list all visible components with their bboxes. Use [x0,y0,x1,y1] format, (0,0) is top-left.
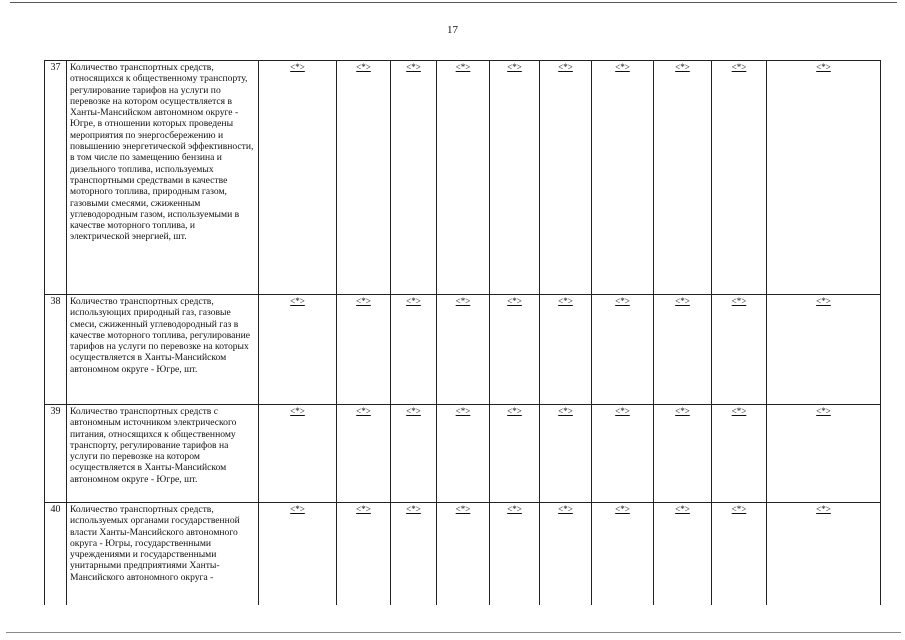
row-number: 40 [45,503,67,605]
value-cell [767,503,881,605]
value-cell [540,61,592,295]
footnote-marker: <*> [675,62,690,72]
value-cell [337,61,391,295]
value-cell [337,503,391,605]
footnote-marker: <*> [558,296,573,306]
footnote-marker: <*> [290,296,305,306]
footnote-marker: <*> [455,406,471,416]
indicators-table [44,60,881,605]
footnote-marker: <*> [558,62,573,72]
footnote-marker: <*> [406,504,421,514]
footnote-marker: <*> [455,504,471,514]
footnote-marker: <*> [406,296,421,306]
value-cell [437,405,490,503]
footnote-marker: <*> [290,406,305,416]
value-cell [767,405,881,503]
value-cell [259,503,337,605]
value-cell [712,405,767,503]
value-cell [654,61,712,295]
footnote-marker: <*> [615,296,630,306]
value-cell [490,405,540,503]
value-cell [654,295,712,405]
value-cell [437,295,490,405]
footnote-marker: <*> [290,62,305,72]
footnote-marker: <*> [406,62,421,72]
value-cell [259,61,337,295]
value-cell [259,295,337,405]
row-description: Количество транспортных средств с автономным источником электрического питания, относящихся к общественному транспорту, регулирование тарифов на услуги по перевозке на котором осуществляется в Ханты-Мансийском автономном округе - Югре, шт. [67,405,259,503]
footnote-marker: <*> [675,296,690,306]
value-cell [654,405,712,503]
value-cell [712,61,767,295]
footnote-marker: <*> [731,406,747,416]
value-cell [490,61,540,295]
value-cell [592,503,654,605]
footnote-marker: <*> [507,296,522,306]
footnote-marker: <*> [507,504,522,514]
value-cell [767,295,881,405]
value-cell [391,295,437,405]
table-row [45,503,881,605]
value-cell [391,503,437,605]
value-cell [490,503,540,605]
value-cell [592,405,654,503]
value-cell [391,61,437,295]
value-cell [540,295,592,405]
top-edge-line [10,2,897,3]
footnote-marker: <*> [356,62,371,72]
footnote-marker: <*> [356,406,371,416]
page-number: 17 [447,24,458,36]
footnote-marker: <*> [356,504,371,514]
row-description: Количество транспортных средств, используемых органами государственной власти Ханты-Мансийского автономного округа - Югры, государственными учреждениями и государственными унитарными предприятиями Ханты-Мансийского автономного округа - [67,503,259,605]
table-row [45,61,881,295]
footnote-marker: <*> [507,406,522,416]
value-cell [437,61,490,295]
footnote-marker: <*> [731,504,747,514]
value-cell [540,503,592,605]
bottom-edge-line [6,632,901,633]
table-row [45,295,881,405]
footnote-marker: <*> [615,504,630,514]
value-cell [391,405,437,503]
value-cell [654,503,712,605]
value-cell [540,405,592,503]
value-cell [767,61,881,295]
row-description: Количество транспортных средств, относящихся к общественному транспорту, регулирование тарифов на услуги по перевозке на котором осуществляется в Ханты-Мансийском автономном округе - Югре, в отношении которых проведены мероприятия по энергосбережению и повышению энергетической эффективности, в том числе по замещению бензина и дизельного топлива, используемых транспортными средствами в качестве моторного топлива, природным газом, газовыми смесями, сжиженным углеводородным газом, используемыми в качестве моторного топлива, и электрической энергией, шт. [67,61,259,295]
footnote-marker: <*> [615,406,630,416]
footnote-marker: <*> [290,504,305,514]
footnote-marker: <*> [615,62,630,72]
footnote-marker: <*> [507,62,522,72]
value-cell [592,295,654,405]
footnote-marker: <*> [731,296,747,306]
row-number: 37 [45,61,67,295]
footnote-marker: <*> [356,296,371,306]
table-row [45,405,881,503]
footnote-marker: <*> [816,62,831,72]
footnote-marker: <*> [455,296,471,306]
footnote-marker: <*> [558,504,573,514]
value-cell [259,405,337,503]
value-cell [337,295,391,405]
row-description: Количество транспортных средств, использующих природный газ, газовые смеси, сжиженный углеводородный газ в качестве моторного топлива, регулирование тарифов на услуги по перевозке на которых осуществляется в Ханты-Мансийском автономном округе - Югре, шт. [67,295,259,405]
footnote-marker: <*> [455,62,471,72]
footnote-marker: <*> [675,406,690,416]
footnote-marker: <*> [816,504,831,514]
footnote-marker: <*> [731,62,747,72]
row-number: 39 [45,405,67,503]
footnote-marker: <*> [816,296,831,306]
value-cell [592,61,654,295]
footnote-marker: <*> [675,504,690,514]
row-number: 38 [45,295,67,405]
value-cell [437,503,490,605]
value-cell [712,295,767,405]
footnote-marker: <*> [558,406,573,416]
value-cell [337,405,391,503]
footnote-marker: <*> [406,406,421,416]
footnote-marker: <*> [816,406,831,416]
value-cell [490,295,540,405]
value-cell [712,503,767,605]
